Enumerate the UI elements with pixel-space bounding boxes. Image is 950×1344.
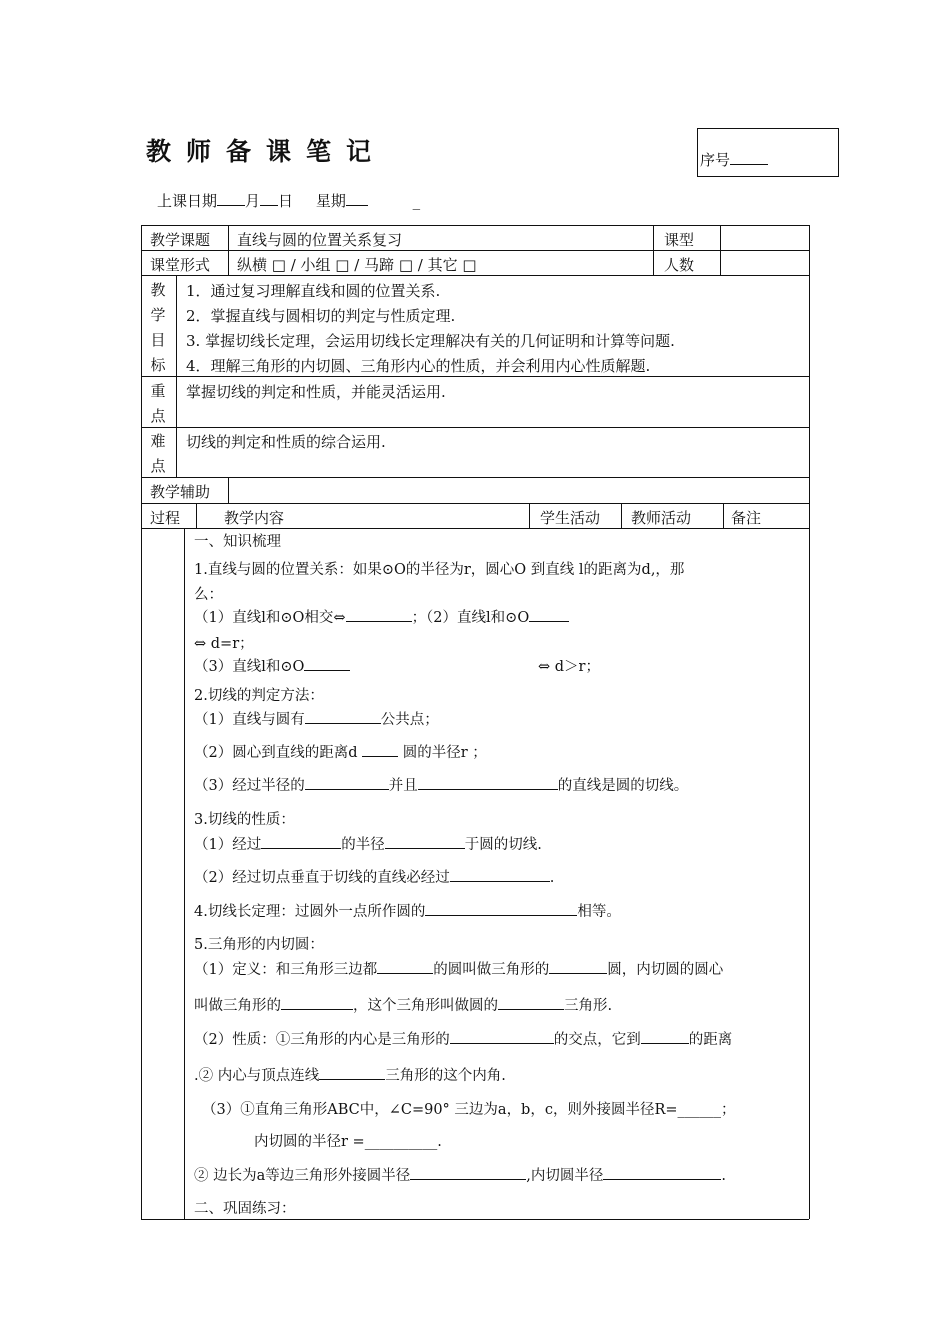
content-line: （1）经过 的半径 于圆的切线.	[194, 833, 542, 854]
topic-value: 直线与圆的位置关系复习	[237, 231, 403, 249]
content-line: 内切圆的半径r =__________.	[254, 1134, 442, 1150]
content-line: 3.切线的性质：	[194, 812, 295, 828]
section-heading: 一、知识梳理	[194, 534, 281, 550]
teaching-aid-label: 教学辅助	[150, 483, 211, 501]
student-count-label: 人数	[664, 256, 695, 274]
content-line: （2）性质：①三角形的内心是三角形的 的交点，它到 的距离	[194, 1028, 732, 1049]
content-line: ⇔ d＞r；	[538, 659, 600, 675]
content-line: 5.三角形的内切圆：	[194, 937, 324, 953]
content-line: 2.切线的判定方法：	[194, 688, 324, 704]
content-line: ② 边长为a等边三角形外接圆半径 ,内切圆半径 .	[194, 1164, 726, 1185]
weekday-label: 星期	[315, 192, 346, 210]
content-line: （1）直线l和⊙O相交⇔ ；（2）直线l和⊙O	[194, 606, 569, 627]
date-label: 上课日期	[157, 192, 218, 210]
content-line: .② 内心与顶点连线 三角形的这个内角.	[194, 1064, 506, 1085]
student-activity-label: 学生活动	[540, 509, 601, 527]
content-line: （2）经过切点垂直于切线的直线必经过 .	[194, 866, 554, 887]
difficulty-label: 难 点	[150, 432, 166, 475]
content-line: 叫做三角形的 ，这个三角形叫做圆的 三角形.	[194, 994, 612, 1015]
month-label: 月	[245, 192, 261, 210]
key-points-value: 掌握切线的判定和性质，并能灵活运用.	[186, 383, 446, 401]
content-line: （3）直线l和⊙O	[194, 655, 350, 676]
content-line: （1）直线与圆有 公共点；	[194, 708, 439, 729]
sequence-label: 序号	[700, 149, 768, 170]
content-line: （2）圆心到直线的距离d 圆的半径r ；	[194, 741, 487, 762]
section-heading: 二、巩固练习：	[194, 1201, 296, 1217]
content-line: ⇔ d=r；	[194, 636, 254, 652]
content-line: 么：	[194, 587, 223, 603]
teaching-content-label: 教学内容	[224, 509, 285, 527]
teacher-activity-label: 教师活动	[631, 509, 692, 527]
goals-label: 教 学 目 标	[150, 281, 166, 374]
content-line: （1）定义：和三角形三边都 的圆叫做三角形的 圆，内切圆的圆心	[194, 958, 723, 979]
sequence-number-box	[697, 128, 839, 177]
class-form-options: 纵横 □ / 小组 □ / 马蹄 □ / 其它 □	[237, 256, 477, 274]
goal-item: 3. 掌握切线长定理，会运用切线长定理解决有关的几何证明和计算等问题.	[186, 332, 675, 350]
lesson-type-label: 课型	[664, 231, 695, 249]
class-form-label: 课堂形式	[150, 256, 211, 274]
goal-item: 4．理解三角形的内切圆、三角形内心的性质，并会利用内心性质解题.	[186, 357, 651, 375]
class-date-line	[157, 190, 420, 211]
goal-item: 1．通过复习理解直线和圆的位置关系.	[186, 282, 441, 300]
content-line: 4.切线长定理：过圆外一点所作圆的 相等。	[194, 900, 621, 921]
day-label: 日	[278, 192, 294, 210]
notes-label: 备注	[731, 509, 762, 527]
page-title: 教师备课笔记	[146, 137, 387, 166]
topic-label: 教学课题	[150, 231, 211, 249]
key-points-label: 重 点	[150, 382, 166, 425]
difficulty-value: 切线的判定和性质的综合运用.	[186, 433, 386, 451]
goal-item: 2．掌握直线与圆相切的判定与性质定理.	[186, 307, 456, 325]
content-line: 1.直线与圆的位置关系：如果⊙O的半径为r，圆心O 到直线 l的距离为d,，那	[194, 562, 685, 578]
process-label: 过程	[150, 509, 181, 527]
content-line: （3）①直角三角形ABC中，∠C=90° 三边为a，b，c，则外接圆半径R=______；	[202, 1102, 736, 1118]
content-line: （3）经过半径的 并且 的直线是圆的切线。	[194, 774, 688, 795]
date-trailing-mark: _	[412, 192, 421, 210]
